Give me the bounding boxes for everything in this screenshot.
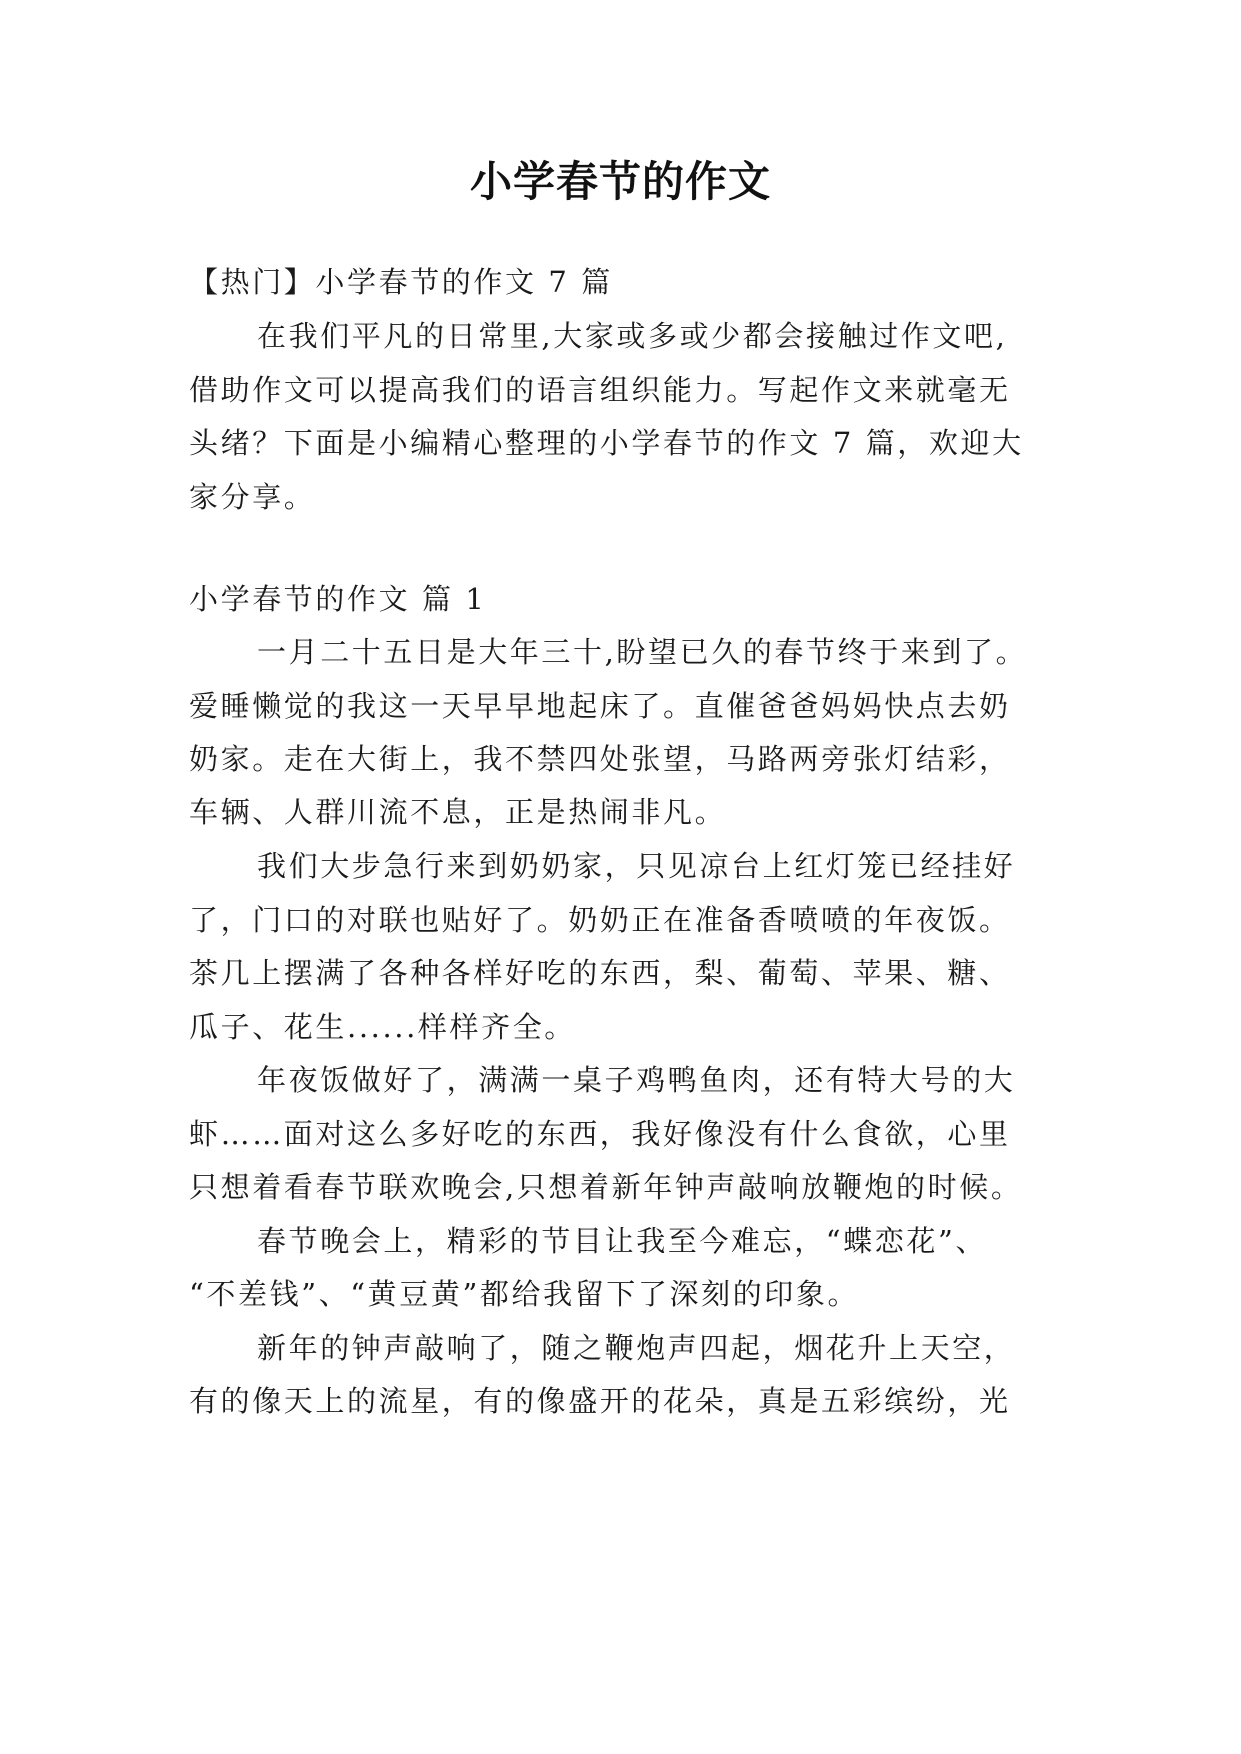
- intro-line-1: 在我们平凡的日常里,大家或多或少都会接触过作文吧,: [257, 319, 1008, 353]
- subtitle-line: 【热门】小学春节的作文 7 篇: [189, 265, 613, 299]
- para2-line-3: 茶几上摆满了各种各样好吃的东西，梨、葡萄、苹果、糖、: [189, 956, 1011, 990]
- section-heading: 小学春节的作文 篇 1: [189, 582, 487, 616]
- para1-line-2: 爱睡懒觉的我这一天早早地起床了。直催爸爸妈妈快点去奶: [189, 689, 1011, 723]
- para2-line-4: 瓜子、花生......样样齐全。: [189, 1010, 576, 1044]
- para3-line-2: 虾……面对这么多好吃的东西，我好像没有什么食欲，心里: [189, 1117, 1011, 1151]
- para2-line-1: 我们大步急行来到奶奶家，只见凉台上红灯笼已经挂好: [257, 849, 1016, 883]
- para5-line-2: 有的像天上的流星，有的像盛开的花朵，真是五彩缤纷，光: [189, 1384, 1011, 1418]
- document-title: 小学春节的作文: [469, 157, 771, 206]
- para1-line-4: 车辆、人群川流不息，正是热闹非凡。: [189, 795, 727, 829]
- intro-line-3: 头绪？下面是小编精心整理的小学春节的作文 7 篇，欢迎大: [189, 426, 1024, 460]
- para4-line-2: “不差钱”、“黄豆黄”都给我留下了深刻的印象。: [189, 1277, 860, 1311]
- para5-line-1: 新年的钟声敲响了，随之鞭炮声四起，烟花升上天空，: [257, 1331, 1016, 1365]
- para3-line-3: 只想着看春节联欢晚会,只想着新年钟声敲响放鞭炮的时候。: [189, 1170, 1023, 1204]
- intro-line-2: 借助作文可以提高我们的语言组织能力。写起作文来就毫无: [189, 373, 1011, 407]
- para3-line-1: 年夜饭做好了，满满一桌子鸡鸭鱼肉，还有特大号的大: [257, 1063, 1016, 1097]
- para1-line-3: 奶家。走在大街上，我不禁四处张望，马路两旁张灯结彩，: [189, 742, 1011, 776]
- para2-line-2: 了，门口的对联也贴好了。奶奶正在准备香喷喷的年夜饭。: [189, 903, 1011, 937]
- intro-line-4: 家分享。: [189, 480, 316, 514]
- para1-line-1: 一月二十五日是大年三十,盼望已久的春节终于来到了。: [257, 635, 1028, 669]
- para4-line-1: 春节晚会上，精彩的节目让我至今难忘，“蝶恋花”、: [257, 1224, 988, 1258]
